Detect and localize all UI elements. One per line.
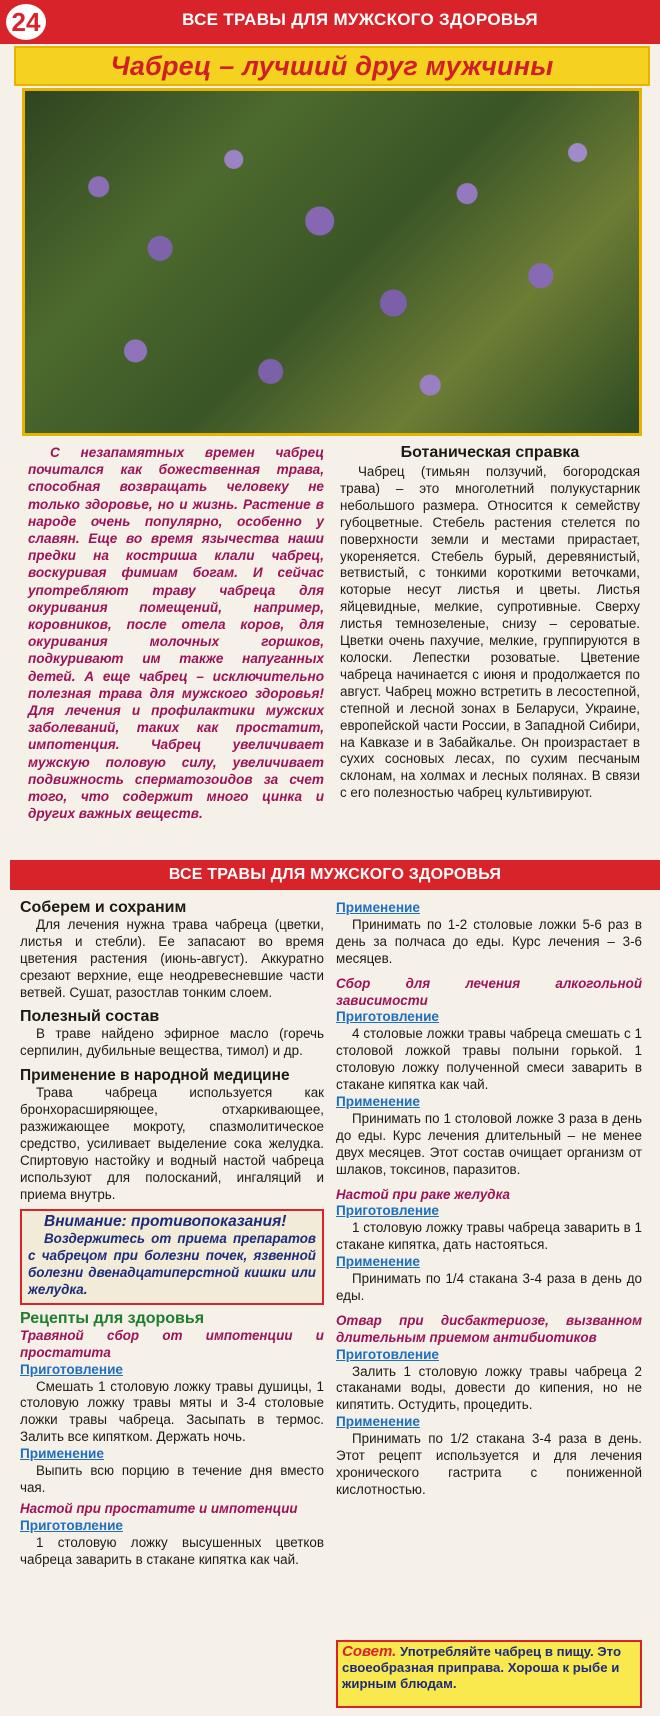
- recipe3-use: Принимать по 1 столовой ложке 3 раза в день до еды. Курс лечения длительный – не менее двух месяцев. Этот состав очищает организм от шлаков, токсинов, паразитов.: [336, 1110, 642, 1177]
- recipe5-title: Отвар при дисбактериозе, вызванном длительным приемом антибиотиков: [336, 1312, 642, 1345]
- recipe2-use-label: Применение: [336, 900, 420, 915]
- article-title-bar: [14, 46, 650, 86]
- contraindication-box: [20, 1209, 324, 1305]
- page-header-bar: [0, 0, 660, 44]
- recipe5-prep-label: Приготовление: [336, 1346, 439, 1362]
- warning-heading: Внимание: противопоказания!: [44, 1213, 287, 1231]
- recipe4-title: Настой при раке желудка: [336, 1186, 510, 1202]
- botany-text: Чабрец (тимьян ползучий, богородская трава) – это многолетний полукустарник небольшого размера. Относится к семейству губоцветные. Стебель растения стелется по поверхности земли и местами прирастает, укореняется. Стебель бурый, деревянистый, ветвистый, с тонкими короткими веточками, которые несут листья и цветы. Листья яйцевидные, мелкие, супротивные. Сверху листья темнозеленые, снизу – сероватые. Цветки очень пахучие, мелкие, группируются в колоски. Лепестки розоватые. Цветение чабреца начинается с июня и продолжается по август. Чабрец можно встретить в лесостепной, степной и лесной зонах в Беларуси, Украине, европейской части России, в Западной Сибири, на Кавказе и в Забайкалье. Он произрастает в сухих сосновых лесах, по сухим песчаным склонам, на холмах и лесных полянах. В связи с его полезностью чабрец культивируют.: [340, 464, 640, 801]
- recipe5-prep: Залить 1 столовую ложку травы чабреца 2 стаканами воды, довести до кипения, но не кипятить. Остудить, процедить.: [336, 1363, 642, 1413]
- left-column: [20, 900, 324, 1569]
- composition-heading: Полезный состав: [20, 1008, 160, 1026]
- recipe3-use-label: Применение: [336, 1093, 420, 1109]
- recipe1-prep-label: Приготовление: [20, 1361, 123, 1377]
- article-title: Чабрец – лучший друг мужчины: [110, 51, 554, 81]
- recipe3-title: Сбор для лечения алкогольной зависимости: [336, 975, 642, 1008]
- recipe2-prep-label: Приготовление: [20, 1517, 123, 1533]
- recipe4-use: Принимать по 1/4 стакана 3-4 раза в день до еды.: [336, 1271, 642, 1303]
- recipe1-use-label: Применение: [20, 1446, 104, 1462]
- recipe2-title: Настой при простатите и импотенции: [20, 1500, 298, 1516]
- recipe1-prep: Смешать 1 столовую ложку травы душицы, 1 столовую ложку травы мяты и 3-4 столовые ложки травы чабреца. Засыпать в термос. Залить все кипятком. Держать ночь.: [20, 1378, 324, 1445]
- rubric-title: ВСЕ ТРАВЫ ДЛЯ МУЖСКОГО ЗДОРОВЬЯ: [182, 10, 538, 29]
- section-divider-bar: [10, 860, 660, 890]
- recipe3-prep-label: Приготовление: [336, 1009, 439, 1025]
- thyme-photo: [22, 88, 642, 436]
- divider-rubric: ВСЕ ТРАВЫ ДЛЯ МУЖСКОГО ЗДОРОВЬЯ: [168, 866, 502, 883]
- collect-heading: Соберем и сохраним: [20, 899, 187, 916]
- advice-box: [336, 1640, 642, 1708]
- recipes-heading: Рецепты для здоровья: [20, 1309, 205, 1327]
- advice-text: Употребляйте чабрец в пищу. Это своеобразная приправа. Хороша к рыбе и жирным блюдам.: [342, 1644, 622, 1691]
- recipe4-use-label: Применение: [336, 1254, 420, 1270]
- right-column: [336, 900, 642, 1499]
- recipe2-use: Принимать по 1-2 столовые ложки 5-6 раз в день за полчаса до еды. Курс лечения – 3-6 месяцев.: [336, 916, 642, 966]
- botany-heading: Ботаническая справка: [400, 444, 580, 461]
- intro-column: [28, 444, 324, 822]
- folk-text: Трава чабреца используется как бронхорасширяющее, отхаркивающее, разжижающее мокроту, спазмолитическое средство, усиливает выделение сока желудка. Спиртовую настойку и водный настой чабреца используют для полосканий, ингаляций и приема внутрь.: [20, 1085, 324, 1202]
- collect-text: Для лечения нужна трава чабреца (цветки, листья и стебли). Ее запасают во время цветения растения (июнь-август). Аккуратно срезают верхние, еще неодревесневшие части ветвей. Сушат, разостлав тонким слоем.: [20, 916, 324, 1000]
- recipe1-title: Травяной сбор от импотенции и простатита: [20, 1327, 324, 1360]
- recipe5-use-label: Применение: [336, 1414, 420, 1430]
- page-number: 24: [6, 4, 46, 40]
- recipe2-prep: 1 столовую ложку высушенных цветков чабреца заварить в стакане кипятка как чай.: [20, 1534, 324, 1567]
- composition-text: В траве найдено эфирное масло (горечь серпилин, дубильные вещества, тимол) и др.: [20, 1026, 324, 1059]
- intro-text: С незапамятных времен чабрец почитался как божественная трава, способная возвращать человеку не только здоровье, но и жизнь. Растение в народе очень популярно, особенно у славян. Еще во время язычества наши предки на костриша клали чабрец, воскуривая фимиам богам. И сейчас употребляют траву чабреца для окуривания помещений, например, коровников, после отела коров, для окуривания молочных горшков, подкуривают им также напуганных детей. А еще чабрец – исключительно полезная трава для мужского здоровья! Для лечения и профилактики мужских заболеваний, таких как простатит, импотенция. Чабрец увеличивает мужскую половую силу, увеличивает подвижность сперматозоидов за счет того, что содержит много цинка и других важных веществ.: [28, 445, 324, 822]
- botany-column: [340, 464, 640, 802]
- advice-label: Совет.: [342, 1643, 397, 1660]
- recipe5-use: Принимать по 1/2 стакана 3-4 раза в день. Этот рецепт используется и для лечения хронического гастрита с пониженной кислотностью.: [336, 1431, 642, 1497]
- recipe4-prep-label: Приготовление: [336, 1203, 439, 1219]
- folk-heading: Применение в народной медицине: [20, 1067, 290, 1085]
- recipe1-use: Выпить всю порцию в течение дня вместо чая.: [20, 1463, 324, 1495]
- recipe4-prep: 1 столовую ложку травы чабреца заварить в 1 стакане кипятка, дать настояться.: [336, 1220, 642, 1253]
- warning-text: Воздержитесь от приема препаратов с чабрецом при болезни почек, язвенной болезни двенадцатиперстной кишки или желудка.: [28, 1231, 316, 1298]
- recipe3-prep: 4 столовые ложки травы чабреца смешать с 1 столовой ложкой травы полыни горькой. 1 столовую ложку полученной смеси заварить в стакане кипятка как чай.: [336, 1026, 642, 1093]
